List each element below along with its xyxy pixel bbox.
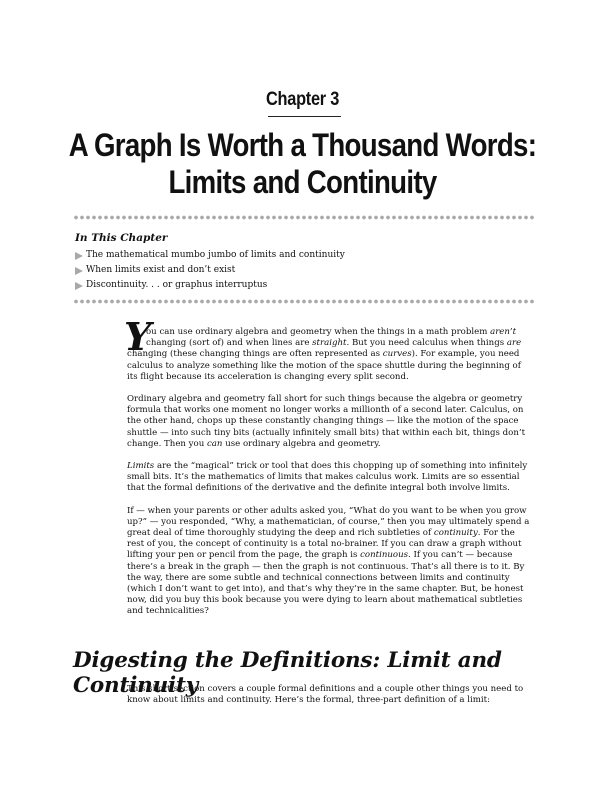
toc-item-text: When limits exist and don’t exist [86, 265, 236, 275]
text-run: changing (these changing things are often represented as [127, 349, 381, 360]
chapter-title [45, 127, 559, 201]
toc-item [75, 263, 345, 278]
drop-cap: Y [124, 314, 152, 359]
intro-paragraph-2 [127, 394, 532, 450]
chapter-title-line-2: Limits and Continuity [168, 164, 437, 200]
triangle-bullet-icon [75, 267, 83, 275]
text-run: changing (sort of) and when lines are [146, 338, 310, 349]
text-run: If — when your parents or other adults asked you, “What do you want to be when you grow up?” — you responded, “Why, a mathematician, of course,” then you may ultimately spend a great deal of time thoroughly studying the deep and rich subtleties of [127, 505, 530, 539]
emphasis: Limits [127, 461, 155, 472]
text-run: use ordinary algebra and geometry. [225, 438, 381, 449]
intro-paragraph-1 [124, 314, 532, 383]
emphasis: aren’t [490, 327, 517, 337]
emphasis: continuous [360, 550, 409, 561]
section-heading: Digesting the Definitions: Limit and Continuity [73, 648, 502, 698]
toc-item [75, 278, 345, 293]
in-this-chapter-heading: In This Chapter [75, 232, 168, 244]
emphasis: straight [312, 338, 347, 349]
text-run: are the “magical” trick or tool that does this chopping up of something into infinitely small bits. It’s the mathematics of limits that makes calculus work. Limits are so essential that the formal definitions of the derivative and the definite integral both involve limits. [127, 461, 528, 494]
toc-item [75, 248, 345, 263]
text-run: . But you need calculus when things [346, 338, 505, 349]
in-this-chapter-list [75, 248, 345, 293]
section-paragraph-1: This short section covers a couple formal definitions and a couple other things you need to know about limits and continuity. Here’s the formal, three-part definition of a limit: [127, 684, 524, 706]
emphasis: curves [382, 349, 412, 360]
text-run: . For the rest of you, the concept of continuity is a total no-brainer. If you can draw a graph without lifting your pen or pencil from the page, the graph is [127, 528, 522, 561]
chapter-label: Chapter 3 [265, 89, 340, 110]
emphasis: continuity [433, 528, 478, 539]
intro-paragraph-4 [127, 506, 532, 618]
dotted-divider-top [73, 215, 535, 220]
intro-body [124, 314, 532, 629]
toc-item-text: The mathematical mumbo jumbo of limits and continuity [86, 250, 345, 260]
toc-item-text: Discontinuity. . . or graphus interruptus [86, 280, 268, 290]
first-line [127, 327, 532, 338]
chapter-title-line-1: A Graph Is Worth a Thousand Words: [68, 127, 537, 163]
text-run: ou can use ordinary algebra and geometry when the things in a math problem [146, 327, 488, 337]
intro-paragraph-3 [127, 461, 532, 495]
second-line [127, 338, 532, 349]
text-run: . If you can’t — because there’s a break in the graph — then the graph is not continuous. That’s all there is to it. By the way, there are some subtle and technical connections between limits and continuity (which I don’t want to get into), and that’s why they’re in the same chapter. But, be honest now, did you buy this book because you were dying to learn about mathematical subtleties and technicalities? [127, 550, 525, 617]
triangle-bullet-icon [75, 252, 83, 260]
text-run: ). For example, you need calculus to analyze something like the motion of the space shuttle during the beginning of its flight because its acceleration is changing every split second. [127, 349, 521, 382]
triangle-bullet-icon [75, 282, 83, 290]
dotted-divider-bottom [73, 299, 535, 304]
section-body [127, 684, 532, 717]
text-run: Ordinary algebra and geometry fall short for such things because the algebra or geometry formula that works one moment no longer works a millionth of a second later. Calculus, on the other hand, chops up these constantly changing things — like the motion of the space shuttle — into such tiny bits (actually infinitely small bits) that within each bit, things don’t change. Then you [127, 394, 526, 449]
emphasis: can [206, 438, 223, 449]
emphasis: are [506, 338, 522, 349]
chapter-label-underline [268, 116, 341, 117]
